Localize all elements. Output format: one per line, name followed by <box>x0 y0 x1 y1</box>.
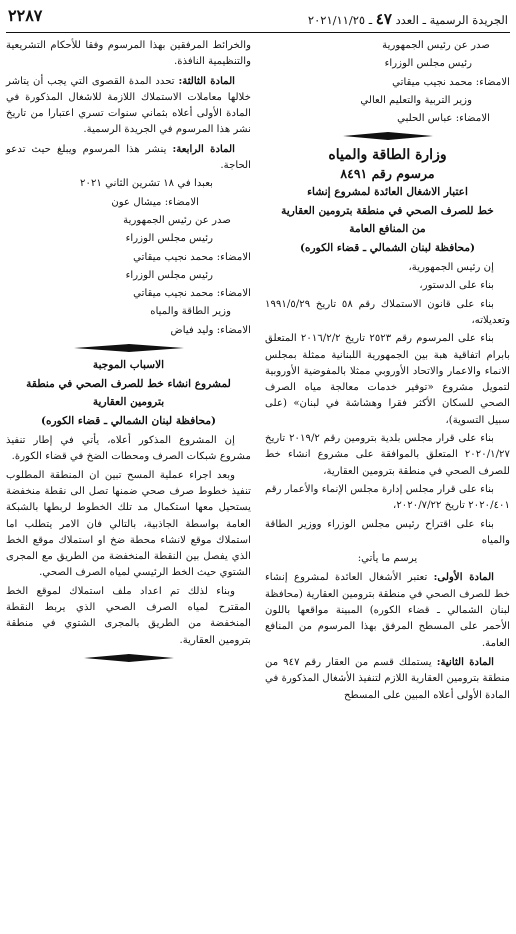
edu-signature: الامضاء: عباس الحلبي <box>397 113 490 125</box>
pm-label: رئيس مجلس الوزراء <box>125 233 213 245</box>
article-text: يستملك قسم من العقار رقم ٩٤٧ من منطقة بترومين العقارية اللازم لتنفيذ الأشغال المذكورة في المادة الأولى أعلاه المبين على المسطح <box>265 656 510 701</box>
preamble-paragraph: بناء على الدستور، <box>419 280 494 292</box>
decree-title-line: (محافظة لبنان الشمالي ـ قضاء الكوره) <box>299 241 476 254</box>
dated-line: بعبدا في ١٨ تشرين الثاني ٢٠٢١ <box>80 178 213 190</box>
continuation-text: والخرائط المرفقين بهذا المرسوم وفقا للأحكام التشريعية والتنظيمية النافذة. <box>6 40 251 68</box>
article-label: المادة الثانية: <box>436 655 495 668</box>
reasons-title-line: (محافظة لبنان الشمالي ـ قضاء الكوره) <box>40 414 217 427</box>
reasons-paragraph: إن المشروع المذكور أعلاه، يأتي في إطار تنفيذ مشروع شبكات الصرف ومحطات الضخ في قضاء الكورة. <box>6 435 251 463</box>
pm-signature: الامضاء: محمد نجيب ميقاتي <box>133 288 251 300</box>
article-label: المادة الأولى: <box>433 571 495 584</box>
article-text: ينشر هذا المرسوم ويبلغ حيث تدعو الحاجة. <box>6 143 251 172</box>
preamble-paragraph: بناء على قرار مجلس بلدية بترومين رقم ٢٠١٩/٢ تاريخ ٢٠٢٠/١/٢٧ المتعلق بالموافقة على مشروع انشاء خط للصرف الصحي في منطقة بترومين العقارية، <box>265 433 510 477</box>
preamble-paragraph: إن رئيس الجمهورية، <box>408 262 494 274</box>
ornament-divider-icon <box>343 131 433 141</box>
divider <box>6 341 251 355</box>
issued-by: صدر عن رئيس الجمهورية <box>123 214 231 226</box>
preamble-paragraph: بناء على قرار مجلس إدارة مجلس الإنماء والأعمار رقم ٢٠٢٠/٤٠١ تاريخ ٢٠٢٠/٧/٢٢، <box>265 483 510 512</box>
pm-label: رئيس مجلس الوزراء <box>384 58 472 70</box>
issue-number: ٤٧ <box>375 10 392 28</box>
article-2 <box>265 654 510 704</box>
decrees-line: يرسم ما يأتي: <box>357 553 418 565</box>
divider <box>265 129 510 143</box>
decree-title-line: خط للصرف الصحي في منطقة بترومين العقارية <box>281 204 494 217</box>
preamble-paragraph: بناء على المرسوم رقم ٢٥٢٣ تاريخ ٢٠١٦/٢/٢ المتعلق بابرام اتفاقية هبة بين الجمهورية اللبنانية ممثلة بمجلس الانماء والاعمار والاتحاد الأوروبي ممثلا بالمفوضية الأوروبية لتمويل مشروع «توفير خدمات معالجة مياه الصرف الصحي للسكان الأكثر فقرا وهشاشة في لبنان» (على سبيل التسوية)، <box>265 333 510 426</box>
article-text: تحدد المدة القصوى التي يجب أن يتاشر خلالها معاملات الاستملاك اللازمة للاشغال المذكورة في المادة الأولى أعلاه بثماني سنوات تسري اعتبارا من تاريخ نشر هذا المرسوم في الجريدة الرسمية. <box>6 75 251 136</box>
decree-title-line: من المنافع العامة <box>349 223 426 236</box>
pm-signature: الامضاء: محمد نجيب ميقاتي <box>133 251 251 263</box>
issue-date: ـ ٢٠٢١/١١/٢٥ <box>307 13 373 27</box>
reasons-paragraph: وبناء لذلك تم اعداد ملف استملاك لموقع الخط المقترح لمياه الصرف الصحي الذي يربط النقطة المنخفضة من الطريق بالمجرى الشتوي في منطقة بترومين العقارية. <box>6 585 251 646</box>
edu-minister-label: وزير التربية والتعليم العالي <box>360 94 472 106</box>
page-number: ٢٢٨٧ <box>8 6 43 25</box>
issued-by: صدر عن رئيس الجمهورية <box>382 40 490 51</box>
article-label: المادة الرابعة: <box>172 142 235 155</box>
decree-number: مرسوم رقم ٨٤٩١ <box>340 165 435 181</box>
right-column <box>265 38 510 706</box>
journal-name: الجريدة الرسمية ـ العدد <box>395 13 508 27</box>
article-4 <box>6 141 251 175</box>
divider <box>6 651 251 665</box>
ministry-title: وزارة الطاقة والمياه <box>328 147 447 164</box>
article-label: المادة الثالثة: <box>178 74 235 87</box>
reasons-paragraph: وبعد اجراء عملية المسح تبين ان المنطقة المطلوب تنفيذ خطوط صرف صحي ضمنها تصل الى نقطة منخفضة يستحيل معها استكمال مد تلك الخطوط لربطها بالشبكة العامة بواسطة الجاذبية، بالتالي فان الامر يتطلب اما استملاك موقع لانشاء محطة ضخ او استملاك موقع الخط الذي يفصل بين النقطة المنخفضة من الطريق مع المجرى الشتوي حيث الخط الرئيسي لمياه الصرف الصحي. <box>6 469 251 579</box>
article-text: تعتبر الأشغال العائدة لمشروع إنشاء خط للصرف الصحي في منطقة بترومين العقارية (محافظة لبنان الشمالي ـ قضاء الكوره) المبينة مواقعها باللون الأحمر على المسطح المرفق بهذا المرسوم من المنافع العامة. <box>265 572 510 649</box>
left-column <box>6 38 251 667</box>
header-journal-info <box>308 10 508 28</box>
article-3 <box>6 73 251 139</box>
president-signature: الامضاء: ميشال عون <box>111 196 199 208</box>
pm-signature: الامضاء: محمد نجيب ميقاتي <box>392 76 510 88</box>
pm-label: رئيس مجلس الوزراء <box>125 269 213 281</box>
preamble-paragraph: بناء على قانون الاستملاك رقم ٥٨ تاريخ ١٩٩١/٥/٢٩ وتعديلاته، <box>265 298 510 326</box>
ornament-divider-icon <box>84 653 174 663</box>
ornament-divider-icon <box>74 343 184 353</box>
reasons-title-line: لمشروع انشاء خط للصرف الصحي في منطقة <box>26 377 231 390</box>
reasons-title-line: بترومين العقارية <box>92 396 165 409</box>
energy-minister-label: وزير الطاقة والمياه <box>150 306 231 318</box>
article-1 <box>265 569 510 651</box>
reasons-title-line: الاسباب الموجبة <box>92 359 165 372</box>
decree-title-line: اعتبار الاشغال العائدة لمشروع إنشاء <box>307 186 468 199</box>
energy-signature: الامضاء: وليد فياض <box>170 324 251 336</box>
preamble-paragraph: بناء على اقتراح رئيس مجلس الوزراء ووزير الطاقة والمياه <box>265 518 510 546</box>
page-header <box>6 6 510 33</box>
